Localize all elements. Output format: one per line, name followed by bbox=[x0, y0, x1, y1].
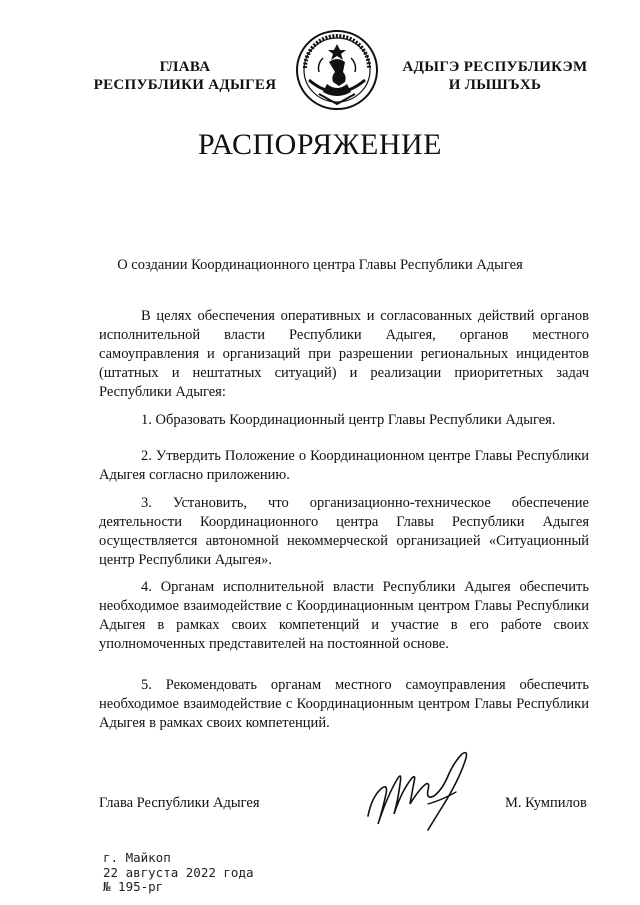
handwritten-signature-icon bbox=[358, 746, 498, 846]
stamp-date: 22 августа 2022 года bbox=[103, 864, 254, 880]
header-right-line1: АДЫГЭ РЕСПУБЛИКЭМ bbox=[402, 59, 588, 75]
header-right bbox=[395, 58, 595, 94]
clause-4: 4. Органам исполнительной власти Республики Адыгея обеспечить необходимое взаимодействие с Координационным центром Главы Республики Адыгея в рамках своих компетенций и участие в его работе своих уполномоченных представителей на постоянной основе. bbox=[99, 579, 589, 652]
document-subject: О создании Координационного центра Главы Республики Адыгея bbox=[117, 257, 523, 273]
signatory-name: М. Кумпилов bbox=[505, 795, 587, 811]
clause-1: 1. Образовать Координационный центр Главы Республики Адыгея. bbox=[141, 412, 556, 428]
clause-5: 5. Рекомендовать органам местного самоуправления обеспечить необходимое взаимодействие с Координационным центром Главы Республики Адыгея в рамках своих компетенций. bbox=[99, 677, 589, 731]
header-left-line1: ГЛАВА bbox=[159, 59, 211, 75]
header-right-line2: И ЛЫШЪХЬ bbox=[448, 77, 542, 93]
header-left-line2: РЕСПУБЛИКИ АДЫГЕЯ bbox=[93, 77, 277, 93]
signatory-position: Глава Республики Адыгея bbox=[99, 795, 260, 811]
registration-stamp bbox=[103, 851, 254, 895]
coat-of-arms-icon bbox=[293, 28, 381, 112]
stamp-number: № 195-рг bbox=[103, 879, 164, 894]
preamble-paragraph: В целях обеспечения оперативных и согласованных действий органов исполнительной власти Республики Адыгея, органов местного самоуправления и организаций при разрешении региональных инцидентов (штатных и нештатных ситуаций) и реализации приоритетных задач Республики Адыгея: bbox=[99, 308, 589, 400]
stamp-city: г. Майкоп bbox=[103, 850, 171, 865]
clause-2: 2. Утвердить Положение о Координационном центре Главы Республики Адыгея согласно приложению. bbox=[99, 448, 589, 483]
document-title: РАСПОРЯЖЕНИЕ bbox=[197, 128, 443, 161]
header-left bbox=[70, 58, 300, 94]
clause-3: 3. Установить, что организационно-техническое обеспечение деятельности Координационного центра Главы Республики Адыгея осуществляется автономной некоммерческой организацией «Ситуационный центр Республики Адыгея». bbox=[99, 495, 589, 568]
